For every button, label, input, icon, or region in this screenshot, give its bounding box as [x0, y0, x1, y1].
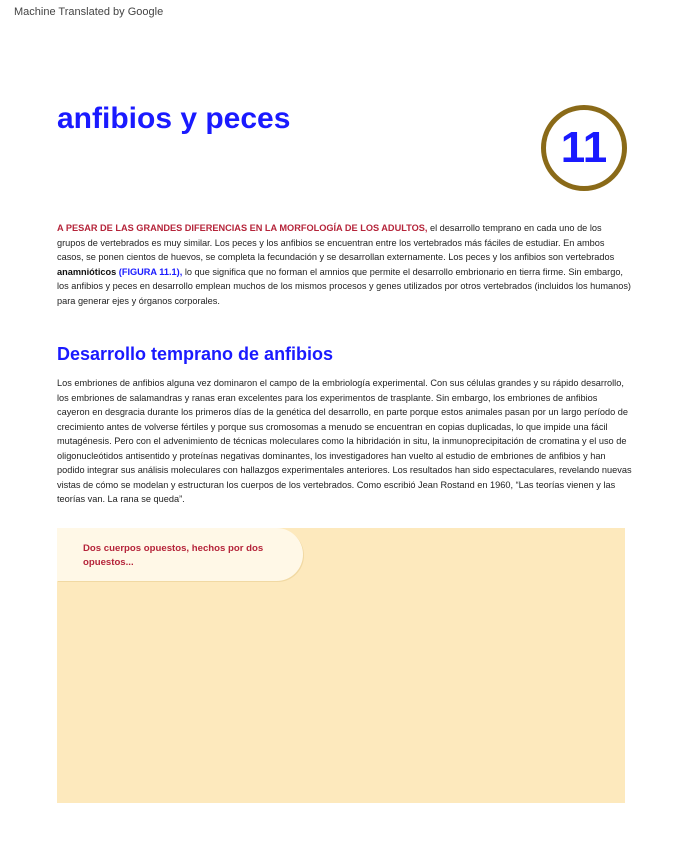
- intro-paragraph: [57, 221, 632, 308]
- sidebar-tab: [57, 528, 303, 581]
- chapter-number: 11: [560, 123, 608, 172]
- intro-lead: A PESAR DE LAS GRANDES DIFERENCIAS EN LA MORFOLOGÍA DE LOS ADULTOS,: [57, 223, 428, 233]
- sidebar-box: [57, 528, 625, 803]
- intro-keyword: anamnióticos: [57, 266, 117, 277]
- intro-text-1: el desarrollo temprano en cada uno de los grupos de vertebrados es muy similar. Los peces y los anfibios se encuentran entre los vertebrados más fáciles de estudiar. En ambos casos, se ponen cientos de huevos, se completa la fecundación y se desarrollan externamente. Los peces y los anfibios son vertebrados: [57, 223, 615, 262]
- section-body: Los embriones de anfibios alguna vez dominaron el campo de la embriología experimental. Con sus células grandes y su rápido desarrollo, los embriones de salamandras y ranas eran excelentes para los experimentos de trasplante. Sin embargo, los embriones de anfibios cayeron en desgracia durante los primeros días de la genética del desarrollo, en parte porque estos animales pasan por un largo período de crecimiento antes de volverse fértiles y porque sus cromosomas a menudo se encuentran en copias duplicadas, lo que impide una fácil mutagénesis. Pero con el advenimiento de técnicas moleculares como la hibridación in situ, la inmunoprecipitación de cromatina y el uso de oligonucleótidos antisentido y proteínas negativas dominantes, los investigadores han vuelto al estudio de embriones de anfibios y han podido integrar sus análisis moleculares con hallazgos experimentales anteriores. Los resultados han sido espectaculares, revelando nuevas vistas de cómo se modelan y estructuran los cuerpos de los vertebrados. Como escribió Jean Rostand en 1960, “Las teorías vienen y las teorías van. La rana se queda”.: [57, 378, 632, 504]
- sidebar-title: Dos cuerpos opuestos, hechos por dos opuestos...: [83, 543, 264, 568]
- chapter-number-badge: [541, 105, 627, 191]
- figure-reference-link[interactable]: (FIGURA 11.1),: [116, 266, 183, 277]
- section-heading: Desarrollo temprano de anfibios: [57, 344, 334, 364]
- chapter-title: anfibios y peces: [57, 102, 291, 135]
- intro-text-2: lo que significa que no forman el amnios que permite el desarrollo embrionario en tierra firme. Sin embargo, los anfibios y peces en desarrollo emplean muchos de los mismos procesos y genes utilizados por otros vertebrados (incluidos los humanos) para generar ejes y órganos corporales.: [57, 266, 631, 306]
- machine-translation-notice: Machine Translated by Google: [14, 6, 164, 18]
